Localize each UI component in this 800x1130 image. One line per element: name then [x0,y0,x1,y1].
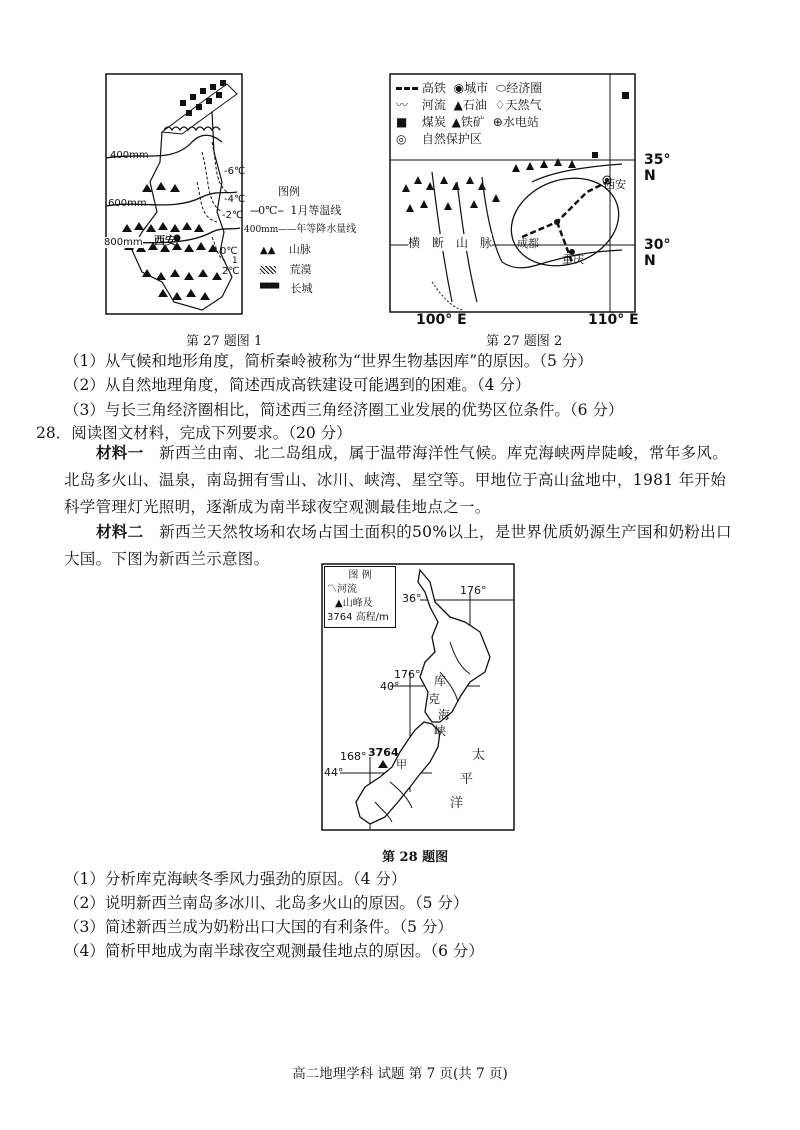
legend-isohyet: 400mm——年等降水量线 [244,224,357,235]
coal-icon: ■ [396,115,408,129]
figure-27-2-legend: 高铁 ◉城市 ⬭经济圈 〰 河流 ▲石油 ♢天然气 ■ 煤炭 ▲铁矿 ⊕水电站 ◎ 自然保护区 [396,81,543,146]
great-wall-icon: ▀▀▀ [260,284,278,295]
city-xian-label-2: 西安 [604,178,626,191]
lat-40-label: 40° [380,680,400,693]
river-icon: 〰 [396,98,409,112]
city-xian-label: 西安 [154,234,176,247]
cook-strait-label-2: 克 [428,692,441,706]
hengduan-label: 横 断 山 脉 [408,236,493,250]
mountain-icon: ▲▲ [260,245,276,256]
city-icon: ◉ [453,81,465,95]
lon-100-label: 100° E [416,312,467,328]
q27-2: （2）从自然地理角度，简述西成高铁建设可能遇到的困难。（4 分） [64,376,531,394]
pacific-label-3: 洋 [450,796,464,811]
lon-110-label: 110° E [588,312,639,328]
q27-3: （3）与长三角经济圈相比，简述西三角经济圈工业发展的优势区位条件。（6 分） [64,401,624,419]
reserve-icon: ◎ [396,132,407,146]
isotherm-2-label: 2℃ [222,266,240,277]
figure-27-1-legend [244,182,404,299]
material-2-label: 材料二 [96,522,144,541]
cook-strait-label-4: 峡 [434,724,447,738]
lat-30-label: 30° N [644,237,671,269]
desert-icon [260,266,276,274]
pacific-label-1: 太 [472,748,486,763]
oil-icon: ▲ [453,98,463,112]
figure-28 [320,562,520,834]
isotherm-1-label: 1 [232,256,238,266]
cook-strait-label-1: 库 [434,674,447,688]
isohyet-600-label: 600mm [108,198,147,209]
q28-3: （3）简述新西兰成为奶粉出口大国的有利条件。（5 分） [64,918,453,936]
legend-mountain: ▲▲ 山脉 [260,243,311,256]
q28-2: （2）说明新西兰南岛多冰川、北岛多火山的原因。（5 分） [64,894,469,912]
figure-27-2 [382,72,671,328]
material-2-text: 新西兰天然牧场和农场占国土面积的50%以上，是世界优质奶源生产国和奶粉出口大国。下图为新西兰示意图。 [64,523,732,568]
figure-28-caption: 第 28 题图 [382,850,449,865]
gas-icon: ♢ [494,98,506,112]
q28-1: （1）分析库克海峡冬季风力强劲的原因。（4 分） [64,870,407,888]
site-jia-label: 甲 [396,758,407,771]
lon-176b-label: 176° [394,668,421,681]
fig28-legend-title: 图 例 [348,570,372,581]
econ-zone-icon: ⬭ [496,81,507,95]
cook-strait-label-3: 海 [438,708,451,722]
pacific-label-2: 平 [460,772,474,787]
isotherm-m4-label: -4℃ [224,194,246,205]
figure-28-legend: 图 例 〽河流 ▲山峰及 3764 高程/m [324,566,396,628]
city-chongqing-label: 重庆 [562,253,584,266]
river-icon: 〽 [327,584,337,595]
isohyet-400-label: 400mm [110,150,149,161]
legend-isotherm: ---0℃-- 1月等温线 [250,204,342,217]
lat-44-label: 44° [324,766,344,779]
isotherm-m6-label: -6℃ [224,166,246,177]
isotherm-m2-label: -2℃ [222,210,244,221]
peak-elevation-label: 3764 [368,746,399,759]
lat-36-label: 36° [402,592,422,605]
legend-title: 图例 [278,185,300,198]
q28-heading: 28．阅读图文材料，完成下列要求。（20 分） [36,424,352,442]
lat-35-label: 35° N [644,152,671,184]
legend-wall: ▀▀▀ 长城 [260,282,313,295]
page-footer: 高二地理学科 试题 第 7 页(共 7 页) [292,1066,508,1082]
hydro-icon: ⊕ [492,115,503,129]
isohyet-800-label: 800mm [104,237,143,248]
peak-icon: ▲ [335,598,343,609]
isotherm-0-label: 0℃ [220,246,238,257]
city-chengdu-label: 成都 [517,237,539,250]
lon-176a-label: 176° [460,584,487,597]
q27-1: （1）从气候和地形角度，简析秦岭被称为“世界生物基因库”的原因。（5 分） [64,352,593,370]
hsr-icon [396,87,418,90]
material-1-label: 材料一 [96,443,144,462]
q28-material-1 [64,439,740,521]
legend-desert: 荒漠 [260,260,404,279]
q28-4: （4）简析甲地成为南半球夜空观测最佳地点的原因。（6 分） [64,942,484,960]
iron-icon: ▲ [451,115,461,129]
figure-27-2-caption: 第 27 题图 2 [486,334,563,349]
figure-27-1-caption: 第 27 题图 1 [186,334,263,349]
lon-168-label: 168° [340,750,367,763]
material-1-text: 新西兰由南、北二岛组成，属于温带海洋性气候。库克海峡两岸陡峻，常年多风。北岛多火山、温泉，南岛拥有雪山、冰川、峡湾、星空等。甲地位于高山盆地中，1981 年开始科学管理灯光照明，逐渐成为南半球夜空观测最佳地点之一。 [64,444,729,516]
